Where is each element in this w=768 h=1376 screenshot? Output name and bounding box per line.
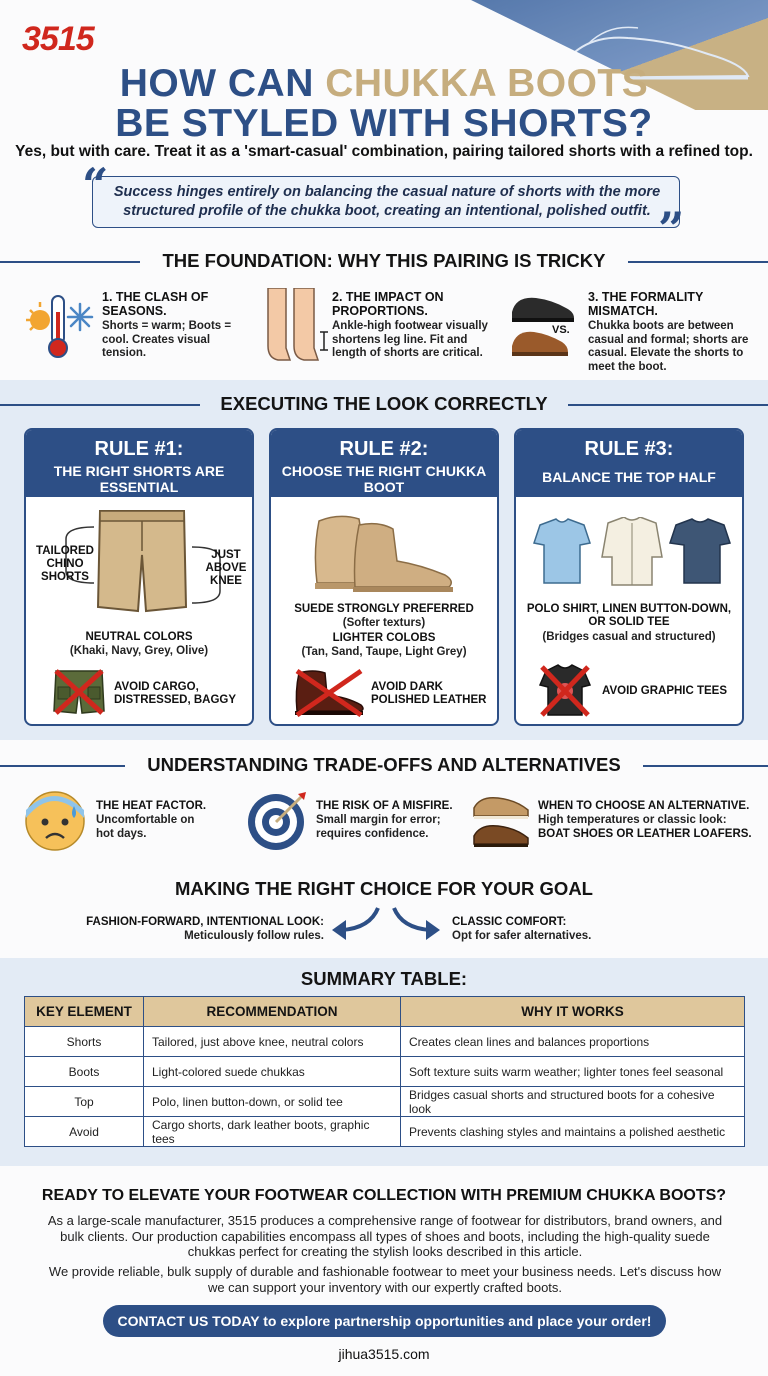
table-cell: Tailored, just above knee, neutral colors <box>144 1027 401 1057</box>
neutral-colors-title: NEUTRAL COLORS <box>85 631 193 643</box>
cta-paragraph-1: As a large-scale manufacturer, 3515 produces a comprehensive range of footwear for distributors, brand owners, and bulk clients. Our production capabilities encompass all types of shoes and boots, including the high-quality suede chukkas perfect for creating the stylish looks described in this article. <box>47 1213 723 1259</box>
table-row <box>25 1057 745 1087</box>
website-link[interactable]: jihua3515.com <box>338 1346 430 1362</box>
cargo-shorts-avoid-icon <box>52 667 106 717</box>
contact-us-button[interactable]: CONTACT US TODAY to explore partnership opportunities and place your order! <box>103 1305 666 1337</box>
rule-title: THE RIGHT SHORTS ARE ESSENTIAL <box>53 463 225 495</box>
tradeoff-alternatives-label: BOAT SHOES OR LEATHER LOAFERS. <box>538 828 752 840</box>
table-row <box>25 1087 745 1117</box>
rule-title: BALANCE THE TOP HALF <box>542 469 716 485</box>
quote-close-icon: ” <box>658 202 685 256</box>
graphic-tee-avoid-icon <box>538 663 592 717</box>
foundation-item-desc: Shorts = warm; Boots = cool. Creates visual tension. <box>102 320 232 359</box>
table-cell: Polo, linen button-down, or solid tee <box>144 1087 401 1117</box>
neutral-colors-desc: (Khaki, Navy, Grey, Olive) <box>69 645 209 657</box>
suede-desc: (Softer texturs) <box>342 617 426 629</box>
goal-left-title: FASHION-FORWARD, INTENTIONAL LOOK: <box>86 916 324 928</box>
rule-number: RULE #2: <box>339 438 429 460</box>
table-cell: Top <box>25 1087 144 1117</box>
foundation-item-seasons <box>22 286 242 376</box>
shoes-vs-icon <box>508 288 586 360</box>
rule-number: RULE #1: <box>94 438 184 460</box>
page-subtitle: Yes, but with care. Treat it as a 'smart-casual' combination, pairing tailored shorts with a refined top. <box>15 143 753 160</box>
tops-desc: (Bridges casual and structured) <box>542 631 716 643</box>
goal-right-title: CLASSIC COMFORT: <box>452 916 567 928</box>
above-knee-label: JUST ABOVE KNEE <box>205 549 247 587</box>
title-part-2: BE STYLED WITH SHORTS? <box>115 102 653 145</box>
tradeoff-desc: Small margin for error; requires confidence. <box>316 814 441 840</box>
title-part-1: HOW CAN <box>119 62 326 105</box>
tradeoffs-heading <box>0 754 768 776</box>
goal-classic-comfort <box>452 916 692 943</box>
table-cell: Boots <box>25 1057 144 1087</box>
table-cell: Soft texture suits warm weather; lighter tones feel seasonal <box>401 1057 745 1087</box>
rule-card-top <box>514 428 744 726</box>
loafers-icon <box>470 790 532 852</box>
executing-heading-text: EXECUTING THE LOOK CORRECTLY <box>220 393 548 414</box>
goal-heading: MAKING THE RIGHT CHOICE FOR YOUR GOAL <box>175 878 593 899</box>
tops-icon <box>528 517 734 587</box>
page-title <box>0 64 768 144</box>
avoid-label: AVOID DARK POLISHED LEATHER <box>371 681 487 706</box>
sun-snowflake-thermometer-icon <box>22 288 94 362</box>
avoid-label: AVOID CARGO, DISTRESSED, BAGGY <box>114 681 237 706</box>
table-row <box>25 1117 745 1147</box>
tradeoff-title: WHEN TO CHOOSE AN ALTERNATIVE. <box>538 800 750 812</box>
table-header-cell: RECOMMENDATION <box>144 997 401 1027</box>
brand-logo: 3515 <box>22 20 94 58</box>
choice-arrows-icon <box>330 906 442 942</box>
quote-text: Success hinges entirely on balancing the casual nature of shorts with the more structured profile of the chukka boot, creating an intentional, polished outfit. <box>113 184 661 219</box>
foundation-item-formality <box>508 286 758 376</box>
table-header-row <box>25 997 745 1027</box>
avoid-label: AVOID GRAPHIC TEES <box>602 685 728 697</box>
tradeoff-desc: High temperatures or classic look: <box>538 814 727 826</box>
table-cell: Bridges casual shorts and structured boots for a cohesive look <box>401 1087 745 1117</box>
foundation-item-proportions <box>262 286 498 376</box>
foundation-heading <box>0 250 768 272</box>
chino-shorts-icon <box>96 507 188 615</box>
rule-header <box>26 430 252 497</box>
suede-title: SUEDE STRONGLY PREFERRED <box>294 603 474 615</box>
cta-title: READY TO ELEVATE YOUR FOOTWEAR COLLECTION WITH PREMIUM CHUKKA BOOTS? <box>41 1187 727 1204</box>
foundation-item-desc: Chukka boots are between casual and formal; shorts are casual. Elevate the shorts to meet the boot. <box>588 320 749 373</box>
table-header-cell: KEY ELEMENT <box>25 997 144 1027</box>
rule-header <box>271 430 497 497</box>
foundation-item-title: 3. THE FORMALITY MISMATCH. <box>588 290 704 318</box>
foundation-item-title: 2. THE IMPACT ON PROPORTIONS. <box>332 290 444 318</box>
dark-leather-boot-avoid-icon <box>291 667 367 717</box>
legs-icon <box>262 288 328 368</box>
table-cell: Light-colored suede chukkas <box>144 1057 401 1087</box>
rule-card-shorts <box>24 428 254 726</box>
table-cell: Creates clean lines and balances proportions <box>401 1027 745 1057</box>
rule-card-boot <box>269 428 499 726</box>
rule-title: CHOOSE THE RIGHT CHUKKA BOOT <box>281 463 487 495</box>
tradeoff-title: THE HEAT FACTOR. <box>96 800 207 812</box>
title-accent: CHUKKA BOOTS <box>325 62 649 105</box>
goal-right-desc: Opt for safer alternatives. <box>452 929 592 942</box>
goal-left-desc: Meticulously follow rules. <box>184 929 324 942</box>
suede-chukka-icon <box>309 511 459 593</box>
tradeoff-desc: Uncomfortable on hot days. <box>96 814 195 840</box>
tradeoffs-heading-text: UNDERSTANDING TRADE-OFFS AND ALTERNATIVES <box>147 754 621 775</box>
rule-number: RULE #3: <box>584 438 674 460</box>
table-cell: Avoid <box>25 1117 144 1147</box>
tradeoff-title: THE RISK OF A MISFIRE. <box>316 800 453 812</box>
table-cell: Shorts <box>25 1027 144 1057</box>
lighter-colors-desc: (Tan, Sand, Taupe, Light Grey) <box>301 646 467 658</box>
summary-heading: SUMMARY TABLE: <box>300 968 468 989</box>
table-header-cell: WHY IT WORKS <box>401 997 745 1027</box>
tops-title: POLO SHIRT, LINEN BUTTON-DOWN, OR SOLID TEE <box>526 603 732 628</box>
rule-header <box>516 430 742 497</box>
goal-fashion-forward <box>60 916 324 943</box>
foundation-item-desc: Ankle-high footwear visually shortens leg line. Fit and length of shorts are critical. <box>332 320 488 359</box>
vs-label: VS. <box>552 324 570 336</box>
sweating-face-icon <box>24 790 86 852</box>
quote-open-icon: “ <box>82 158 109 212</box>
foundation-heading-text: THE FOUNDATION: WHY THIS PAIRING IS TRICKY <box>162 250 606 271</box>
cta-paragraph-2: We provide reliable, bulk supply of durable and fashionable footwear to meet your business needs. Let's discuss how we can support your inventory with our expertly crafted boots. <box>48 1264 722 1295</box>
foundation-item-title: 1. THE CLASH OF SEASONS. <box>102 290 209 318</box>
table-cell: Cargo shorts, dark leather boots, graphic tees <box>144 1117 401 1147</box>
table-row <box>25 1027 745 1057</box>
executing-heading <box>0 393 768 415</box>
summary-table <box>24 996 745 1147</box>
target-icon <box>246 790 308 852</box>
lighter-colors-title: LIGHTER COLOBS <box>332 632 436 644</box>
table-cell: Prevents clashing styles and maintains a polished aesthetic <box>401 1117 745 1147</box>
tailored-label: TAILORED CHINO SHORTS <box>36 545 94 583</box>
